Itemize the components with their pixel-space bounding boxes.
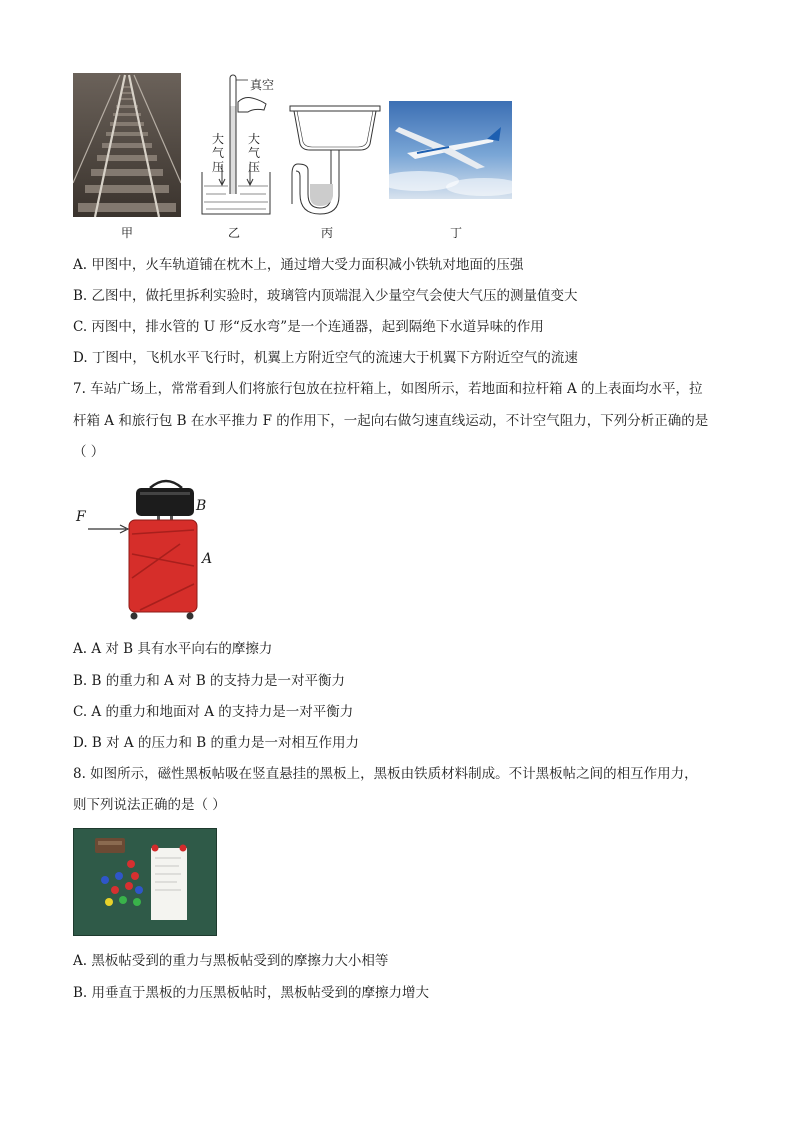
vacuum-label: 真空: [250, 78, 275, 92]
case-label: A: [202, 551, 213, 567]
q7-option-b: B. B 的重力和 A 对 B 的支持力是一对平衡力: [73, 673, 346, 689]
q7-option-a: A. A 对 B 具有水平向右的摩擦力: [73, 641, 273, 657]
airplane-in-flight-image: [389, 101, 512, 199]
q6-option-d: D. 丁图中，飞机水平飞行时，机翼上方附近空气的流速大于机翼下方附近空气的流速: [73, 350, 578, 366]
caption-yi: 乙: [227, 226, 240, 240]
q7-option-d: D. B 对 A 的压力和 B 的重力是一对相互作用力: [73, 735, 359, 751]
caption-ding: 丁: [449, 226, 462, 240]
bag-label: B: [196, 498, 207, 514]
sink-u-bend-diagram: [288, 104, 384, 216]
atm-pressure-label-left: 大 气 压: [212, 132, 225, 174]
atm-pressure-label-right: 大 气 压: [248, 132, 261, 174]
q8-option-a: A. 黑板帖受到的重力与黑板帖受到的摩擦力大小相等: [73, 953, 389, 969]
q7-stem-line-1: 7. 车站广场上，常常看到人们将旅行包放在拉杆箱上，如图所示，若地面和拉杆箱 A 的上表面均水平，拉: [73, 381, 703, 397]
caption-jia: 甲: [120, 226, 133, 240]
q6-option-c: C. 丙图中，排水管的 U 形“反水弯”是一个连通器，起到隔绝下水道异味的作用: [73, 319, 544, 335]
q7-stem-line-2: 杆箱 A 和旅行包 B 在水平推力 F 的作用下，一起向右做匀速直线运动，不计空气阻力，下列分析正确的是: [73, 413, 709, 429]
q6-option-b: B. 乙图中，做托里拆利实验时，玻璃管内顶端混入少量空气会使大气压的测量值变大: [73, 288, 578, 304]
q7-option-c: C. A 的重力和地面对 A 的支持力是一对平衡力: [73, 704, 354, 720]
q6-option-a: A. 甲图中，火车轨道铺在枕木上，通过增大受力面积减小铁轨对地面的压强: [73, 257, 524, 273]
magnetic-blackboard-photo: [73, 828, 217, 936]
railway-track-image: [73, 73, 181, 217]
force-label: F: [76, 509, 86, 525]
suitcase-and-bag-figure: [70, 474, 220, 624]
caption-bing: 丙: [320, 226, 333, 240]
q8-stem-line-1: 8. 如图所示，磁性黑板帖吸在竖直悬挂的黑板上，黑板由铁质材料制成。不计黑板帖之间的相互作用力，: [73, 766, 698, 782]
q8-stem-line-2: 则下列说法正确的是（ ）: [73, 797, 226, 813]
q7-stem-line-3: （ ）: [73, 444, 105, 460]
q8-option-b: B. 用垂直于黑板的力压黑板帖时，黑板帖受到的摩擦力增大: [73, 985, 430, 1001]
